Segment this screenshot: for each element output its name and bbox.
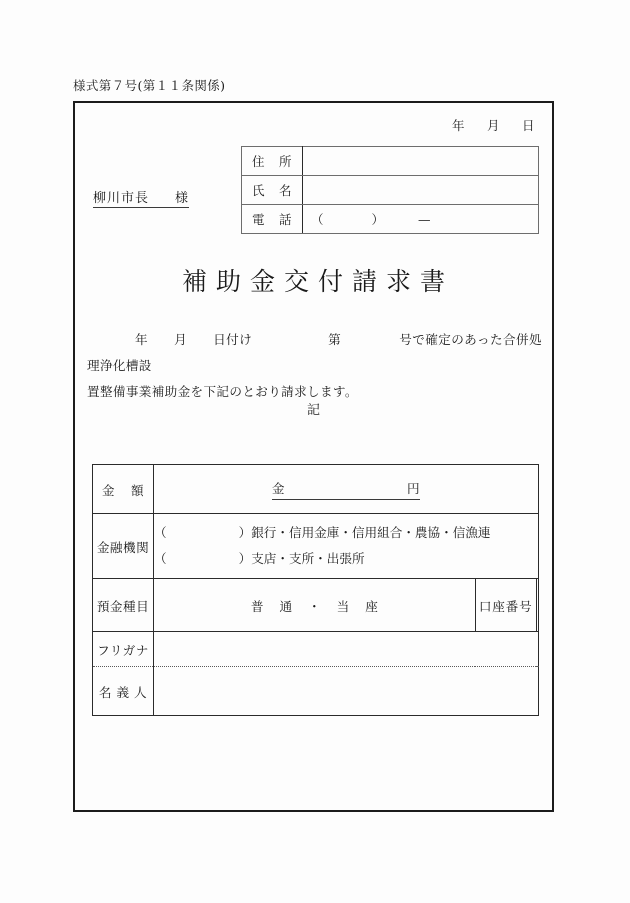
phone-row-label <box>242 205 303 234</box>
account-holder-row-label: 名 義 人 <box>93 667 154 716</box>
addressee-line <box>93 187 189 208</box>
amount-suffix: 円 <box>407 481 421 496</box>
amount-row-label <box>93 465 154 514</box>
address-label-char-2: 所 <box>279 154 293 169</box>
table-row-deposit-type <box>93 579 539 632</box>
name-label-char-1: 氏 <box>251 183 265 198</box>
name-input-cell[interactable] <box>303 176 539 205</box>
amount-label-char-2: 額 <box>131 482 145 498</box>
amount-underlined-field <box>272 478 420 500</box>
deposit-type-options[interactable]: 普 通 ・ 当 座 <box>154 579 476 632</box>
account-holder-input-cell[interactable] <box>154 667 539 716</box>
body-date-month: 月 <box>174 332 188 347</box>
date-line <box>452 116 535 134</box>
institution-line1-options: ）銀行・信用金庫・信用組合・農協・信漁連 <box>238 524 491 540</box>
body-paragraph <box>87 327 542 404</box>
table-row-institution <box>93 514 539 579</box>
account-number-label: 口座番号 <box>475 579 536 632</box>
address-row-label <box>242 147 303 176</box>
institution-line-2 <box>154 546 538 572</box>
institution-row-label: 金融機関 <box>93 514 154 579</box>
phone-label-char-2: 話 <box>279 212 293 227</box>
body-date-suffix: 日付け <box>213 332 253 347</box>
amount-input-cell[interactable] <box>154 465 539 514</box>
account-number-input-cell[interactable] <box>536 579 538 632</box>
institution-input-cell[interactable] <box>154 514 539 579</box>
name-label-char-2: 名 <box>279 183 293 198</box>
phone-label-char-1: 電 <box>251 212 265 227</box>
table-row-amount <box>93 465 539 514</box>
body-line-2: 置整備事業補助金を下記のとおり請求します。 <box>87 383 358 399</box>
table-row-phone <box>242 205 539 234</box>
address-label-char-1: 住 <box>251 154 265 169</box>
table-row-address <box>242 147 539 176</box>
furigana-row-label: フリガナ <box>93 632 154 667</box>
phone-dash: — <box>418 212 431 227</box>
institution-line1-open-paren: （ <box>154 524 167 540</box>
form-number-label: 様式第７号(第１１条関係) <box>73 78 226 93</box>
date-day-label: 日 <box>521 118 535 133</box>
amount-label-char-1: 金 <box>101 482 115 498</box>
furigana-input-cell[interactable] <box>154 632 539 667</box>
date-year-label: 年 <box>451 118 465 133</box>
table-row-name <box>242 176 539 205</box>
institution-line2-options: ）支店・支所・出張所 <box>238 551 365 566</box>
document-frame <box>73 101 554 812</box>
body-number-prefix: 第 <box>328 332 342 347</box>
deposit-type-row-label: 預金種目 <box>93 579 154 632</box>
phone-close-paren: ） <box>371 212 385 227</box>
addressee-honorific-label: 様 <box>175 191 190 206</box>
phone-open-paren: （ <box>311 212 324 227</box>
table-row-furigana <box>93 632 539 667</box>
address-input-cell[interactable] <box>303 147 539 176</box>
payment-details-table <box>92 464 539 716</box>
body-number-suffix: 号で確定のあった合併処理浄化槽設 <box>87 332 542 373</box>
date-month-label: 月 <box>486 118 500 133</box>
addressee-office-label: 柳川市長 <box>93 191 150 206</box>
body-date-year: 年 <box>135 332 149 347</box>
institution-line2-open-paren: （ <box>154 551 167 566</box>
applicant-info-table <box>241 146 539 234</box>
name-row-label <box>242 176 303 205</box>
amount-prefix: 金 <box>271 481 285 496</box>
phone-input-cell[interactable] <box>303 205 539 234</box>
ki-mark-label: 記 <box>306 403 320 418</box>
table-row-account-holder <box>93 667 539 716</box>
institution-line-1 <box>154 520 538 546</box>
page-title: 補助金交付請求書 <box>181 267 454 296</box>
